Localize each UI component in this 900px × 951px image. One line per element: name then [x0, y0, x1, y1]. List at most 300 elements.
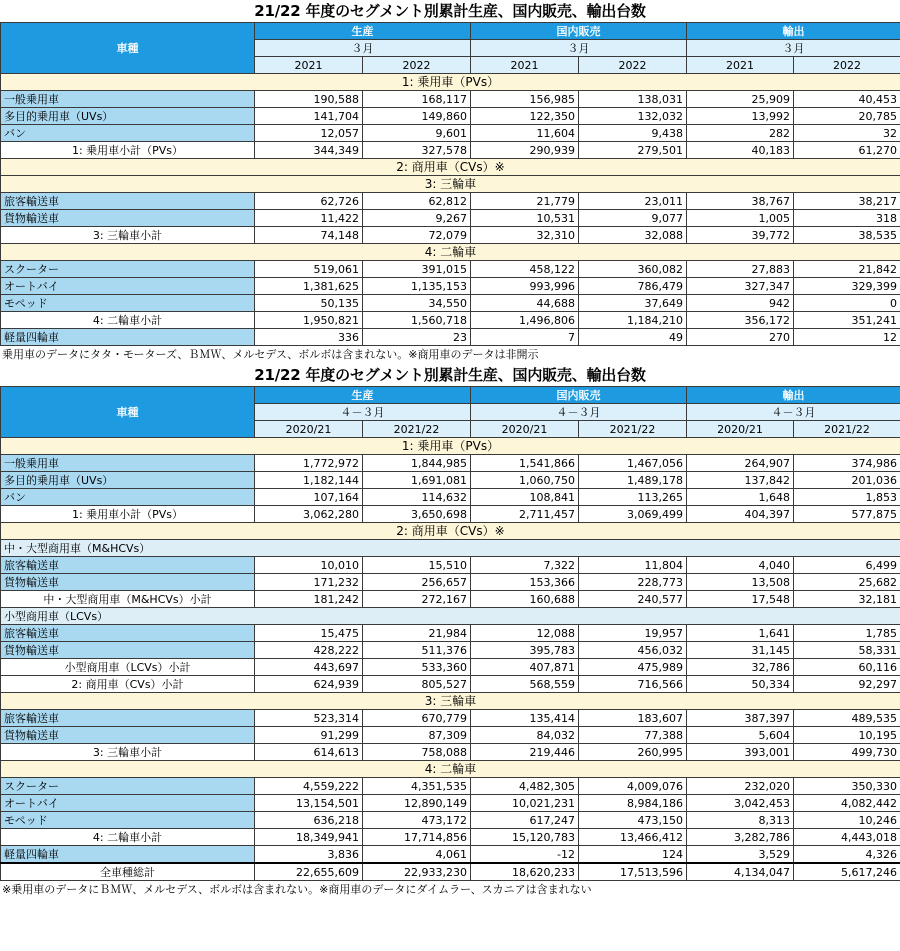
value-cell: 1,184,210 [579, 312, 687, 329]
value-cell: 1,060,750 [471, 472, 579, 489]
table2-footnote: ※乗用車のデータにＢＭＷ、メルセデス、ボルボは含まれない。※商用車のデータにダイムラー、スカニアは含まれない [2, 883, 592, 896]
value-cell: 23 [363, 329, 471, 346]
row-label: スクーター [1, 261, 255, 278]
value-cell: 137,842 [687, 472, 794, 489]
table-row [1, 278, 900, 295]
table-row [1, 727, 900, 744]
value-cell: 50,334 [687, 676, 794, 693]
value-cell: 228,773 [579, 574, 687, 591]
value-cell: 407,871 [471, 659, 579, 676]
value-cell: 6,499 [794, 557, 900, 574]
value-cell: 624,939 [255, 676, 363, 693]
row-label: 4: 二輪車小計 [1, 312, 255, 329]
value-cell: 92,297 [794, 676, 900, 693]
table2-year-header: 2020/21 [687, 421, 794, 438]
value-cell: 13,508 [687, 574, 794, 591]
row-label: 多目的乗用車（UVs） [1, 108, 255, 125]
value-cell: 40,453 [794, 91, 900, 108]
section-header-row [1, 438, 900, 455]
table-row [1, 557, 900, 574]
value-cell: 38,535 [794, 227, 900, 244]
value-cell: 34,550 [363, 295, 471, 312]
row-label: 旅客輸送車 [1, 557, 255, 574]
subtotal-row [1, 829, 900, 846]
table2-body [1, 438, 900, 881]
value-cell: 577,875 [794, 506, 900, 523]
value-cell: 12 [794, 329, 900, 346]
value-cell: 25,682 [794, 574, 900, 591]
value-cell: 61,270 [794, 142, 900, 159]
value-cell: 3,069,499 [579, 506, 687, 523]
value-cell: 391,015 [363, 261, 471, 278]
value-cell: 15,475 [255, 625, 363, 642]
value-cell: 942 [687, 295, 794, 312]
value-cell: 62,726 [255, 193, 363, 210]
value-cell: 13,466,412 [579, 829, 687, 846]
row-label: 貨物輸送車 [1, 574, 255, 591]
value-cell: 533,360 [363, 659, 471, 676]
section-header-row [1, 523, 900, 540]
row-label: 旅客輸送車 [1, 193, 255, 210]
table-row [1, 812, 900, 829]
value-cell: 395,783 [471, 642, 579, 659]
value-cell: 38,767 [687, 193, 794, 210]
group-header-row [1, 608, 900, 625]
table1-year-header: 2022 [363, 57, 471, 74]
table1-year-header: 2021 [255, 57, 363, 74]
value-cell: 18,620,233 [471, 863, 579, 881]
row-label: モペッド [1, 812, 255, 829]
value-cell: 44,688 [471, 295, 579, 312]
value-cell: 290,939 [471, 142, 579, 159]
value-cell: 4,482,305 [471, 778, 579, 795]
value-cell: 32,088 [579, 227, 687, 244]
table2 [0, 386, 900, 881]
value-cell: 10,021,231 [471, 795, 579, 812]
row-label: 一般乗用車 [1, 91, 255, 108]
value-cell: 523,314 [255, 710, 363, 727]
value-cell: 10,531 [471, 210, 579, 227]
value-cell: 327,347 [687, 278, 794, 295]
value-cell: 279,501 [579, 142, 687, 159]
value-cell: 360,082 [579, 261, 687, 278]
value-cell: 190,588 [255, 91, 363, 108]
value-cell: 32,181 [794, 591, 900, 608]
value-cell: 21,779 [471, 193, 579, 210]
value-cell: 181,242 [255, 591, 363, 608]
subtotal-row [1, 142, 900, 159]
section-header-row [1, 244, 900, 261]
value-cell: 141,704 [255, 108, 363, 125]
value-cell: 387,397 [687, 710, 794, 727]
value-cell: 3,282,786 [687, 829, 794, 846]
value-cell: 27,883 [687, 261, 794, 278]
table-row [1, 125, 900, 142]
section-label: 4: 二輪車 [1, 244, 900, 261]
table1-year-header: 2021 [687, 57, 794, 74]
value-cell: -12 [471, 846, 579, 864]
table2-year-header: 2020/21 [471, 421, 579, 438]
value-cell: 4,134,047 [687, 863, 794, 881]
table-row [1, 795, 900, 812]
row-label: 1: 乗用車小計（PVs） [1, 142, 255, 159]
table2-year-header: 2020/21 [255, 421, 363, 438]
value-cell: 107,164 [255, 489, 363, 506]
table2-corner: 車種 [1, 387, 255, 438]
subtotal-row [1, 659, 900, 676]
value-cell: 617,247 [471, 812, 579, 829]
table1-body [1, 74, 900, 346]
table2-group-exports: 輸出 [687, 387, 900, 404]
value-cell: 1,182,144 [255, 472, 363, 489]
value-cell: 4,559,222 [255, 778, 363, 795]
value-cell: 356,172 [687, 312, 794, 329]
value-cell: 15,120,783 [471, 829, 579, 846]
table1-period-production: ３月 [255, 40, 471, 57]
value-cell: 4,009,076 [579, 778, 687, 795]
value-cell: 4,326 [794, 846, 900, 864]
value-cell: 12,057 [255, 125, 363, 142]
value-cell: 456,032 [579, 642, 687, 659]
value-cell: 499,730 [794, 744, 900, 761]
table-row [1, 489, 900, 506]
table-row [1, 574, 900, 591]
value-cell: 9,438 [579, 125, 687, 142]
value-cell: 32,310 [471, 227, 579, 244]
value-cell: 91,299 [255, 727, 363, 744]
value-cell: 32 [794, 125, 900, 142]
value-cell: 993,996 [471, 278, 579, 295]
value-cell: 21,984 [363, 625, 471, 642]
value-cell: 31,145 [687, 642, 794, 659]
table1-year-header: 2022 [579, 57, 687, 74]
value-cell: 11,604 [471, 125, 579, 142]
value-cell: 58,331 [794, 642, 900, 659]
value-cell: 1,467,056 [579, 455, 687, 472]
value-cell: 8,313 [687, 812, 794, 829]
value-cell: 20,785 [794, 108, 900, 125]
value-cell: 17,714,856 [363, 829, 471, 846]
table-row [1, 193, 900, 210]
section-header-row [1, 693, 900, 710]
value-cell: 805,527 [363, 676, 471, 693]
table1 [0, 22, 900, 346]
row-label: 一般乗用車 [1, 455, 255, 472]
value-cell: 716,566 [579, 676, 687, 693]
value-cell: 1,560,718 [363, 312, 471, 329]
value-cell: 350,330 [794, 778, 900, 795]
group-header-row [1, 540, 900, 557]
table1-period-domestic-sales: ３月 [471, 40, 687, 57]
subtotal-row [1, 506, 900, 523]
section-label: 1: 乗用車（PVs） [1, 438, 900, 455]
value-cell: 25,909 [687, 91, 794, 108]
row-label: モペッド [1, 295, 255, 312]
value-cell: 473,172 [363, 812, 471, 829]
table1-year-header: 2021 [471, 57, 579, 74]
value-cell: 3,529 [687, 846, 794, 864]
value-cell: 183,607 [579, 710, 687, 727]
value-cell: 1,772,972 [255, 455, 363, 472]
value-cell: 124 [579, 846, 687, 864]
value-cell: 614,613 [255, 744, 363, 761]
value-cell: 2,711,457 [471, 506, 579, 523]
table-row [1, 261, 900, 278]
value-cell: 351,241 [794, 312, 900, 329]
value-cell: 132,032 [579, 108, 687, 125]
value-cell: 10,010 [255, 557, 363, 574]
row-label: バン [1, 125, 255, 142]
row-label: スクーター [1, 778, 255, 795]
value-cell: 50,135 [255, 295, 363, 312]
value-cell: 318 [794, 210, 900, 227]
table-row [1, 108, 900, 125]
value-cell: 458,122 [471, 261, 579, 278]
table1-group-production: 生産 [255, 23, 471, 40]
value-cell: 1,381,625 [255, 278, 363, 295]
value-cell: 87,309 [363, 727, 471, 744]
value-cell: 13,992 [687, 108, 794, 125]
row-label: 3: 三輪車小計 [1, 744, 255, 761]
value-cell: 282 [687, 125, 794, 142]
table2-year-header: 2021/22 [579, 421, 687, 438]
value-cell: 19,957 [579, 625, 687, 642]
value-cell: 786,479 [579, 278, 687, 295]
value-cell: 473,150 [579, 812, 687, 829]
value-cell: 475,989 [579, 659, 687, 676]
section-header-row [1, 761, 900, 778]
value-cell: 232,020 [687, 778, 794, 795]
table2-period-domestic-sales: ４－３月 [471, 404, 687, 421]
value-cell: 12,890,149 [363, 795, 471, 812]
table1-title: 21/22 年度のセグメント別累計生産、国内販売、輸出台数 [254, 2, 646, 20]
value-cell: 344,349 [255, 142, 363, 159]
value-cell: 568,559 [471, 676, 579, 693]
value-cell: 3,042,453 [687, 795, 794, 812]
row-label: 1: 乗用車小計（PVs） [1, 506, 255, 523]
value-cell: 240,577 [579, 591, 687, 608]
value-cell: 108,841 [471, 489, 579, 506]
section-label: 3: 三輪車 [1, 176, 900, 193]
table-row [1, 846, 900, 864]
group-label: 小型商用車（LCVs） [1, 608, 900, 625]
value-cell: 264,907 [687, 455, 794, 472]
table1-group-exports: 輸出 [687, 23, 900, 40]
value-cell: 11,422 [255, 210, 363, 227]
section-header-row [1, 176, 900, 193]
group-label: 中・大型商用車（M&HCVs） [1, 540, 900, 557]
table2-year-header: 2021/22 [794, 421, 900, 438]
value-cell: 443,697 [255, 659, 363, 676]
row-label: 貨物輸送車 [1, 727, 255, 744]
value-cell: 9,077 [579, 210, 687, 227]
value-cell: 168,117 [363, 91, 471, 108]
value-cell: 374,986 [794, 455, 900, 472]
row-label: バン [1, 489, 255, 506]
table2-title: 21/22 年度のセグメント別累計生産、国内販売、輸出台数 [254, 366, 646, 384]
subtotal-row [1, 591, 900, 608]
value-cell: 153,366 [471, 574, 579, 591]
value-cell: 60,116 [794, 659, 900, 676]
value-cell: 12,088 [471, 625, 579, 642]
value-cell: 49 [579, 329, 687, 346]
table-row [1, 455, 900, 472]
value-cell: 9,601 [363, 125, 471, 142]
value-cell: 256,657 [363, 574, 471, 591]
subtotal-row [1, 227, 900, 244]
value-cell: 160,688 [471, 591, 579, 608]
table-row [1, 642, 900, 659]
value-cell: 10,246 [794, 812, 900, 829]
table2-group-domestic-sales: 国内販売 [471, 387, 687, 404]
table1-footnote: 乗用車のデータにタタ・モーターズ、ＢＭＷ、メルセデス、ボルボは含まれない。※商用車のデータは非開示 [2, 348, 539, 361]
value-cell: 122,350 [471, 108, 579, 125]
value-cell: 149,860 [363, 108, 471, 125]
value-cell: 22,933,230 [363, 863, 471, 881]
value-cell: 4,351,535 [363, 778, 471, 795]
value-cell: 1,691,081 [363, 472, 471, 489]
value-cell: 8,984,186 [579, 795, 687, 812]
value-cell: 1,489,178 [579, 472, 687, 489]
value-cell: 17,548 [687, 591, 794, 608]
value-cell: 1,844,985 [363, 455, 471, 472]
value-cell: 4,443,018 [794, 829, 900, 846]
value-cell: 201,036 [794, 472, 900, 489]
value-cell: 37,649 [579, 295, 687, 312]
value-cell: 135,414 [471, 710, 579, 727]
value-cell: 9,267 [363, 210, 471, 227]
section-label: 2: 商用車（CVs）※ [1, 159, 900, 176]
value-cell: 329,399 [794, 278, 900, 295]
table-row [1, 625, 900, 642]
value-cell: 519,061 [255, 261, 363, 278]
row-label: 貨物輸送車 [1, 210, 255, 227]
value-cell: 758,088 [363, 744, 471, 761]
row-label: 旅客輸送車 [1, 710, 255, 727]
table1-period-exports: ３月 [687, 40, 900, 57]
value-cell: 7,322 [471, 557, 579, 574]
row-label: オートバイ [1, 795, 255, 812]
value-cell: 489,535 [794, 710, 900, 727]
value-cell: 260,995 [579, 744, 687, 761]
table-row [1, 91, 900, 108]
value-cell: 77,388 [579, 727, 687, 744]
value-cell: 32,786 [687, 659, 794, 676]
section-label: 2: 商用車（CVs）※ [1, 523, 900, 540]
row-label: 旅客輸送車 [1, 625, 255, 642]
table2-group-production: 生産 [255, 387, 471, 404]
value-cell: 4,040 [687, 557, 794, 574]
value-cell: 3,650,698 [363, 506, 471, 523]
value-cell: 636,218 [255, 812, 363, 829]
value-cell: 40,183 [687, 142, 794, 159]
table-row [1, 778, 900, 795]
value-cell: 38,217 [794, 193, 900, 210]
value-cell: 11,804 [579, 557, 687, 574]
row-label: 全車種総計 [1, 863, 255, 881]
value-cell: 1,541,866 [471, 455, 579, 472]
row-label: 多目的乗用車（UVs） [1, 472, 255, 489]
row-label: 軽量四輪車 [1, 329, 255, 346]
value-cell: 4,061 [363, 846, 471, 864]
row-label: 3: 三輪車小計 [1, 227, 255, 244]
value-cell: 15,510 [363, 557, 471, 574]
table1-corner: 車種 [1, 23, 255, 74]
row-label: オートバイ [1, 278, 255, 295]
table-row [1, 329, 900, 346]
table1-group-domestic-sales: 国内販売 [471, 23, 687, 40]
value-cell: 5,604 [687, 727, 794, 744]
value-cell: 670,779 [363, 710, 471, 727]
value-cell: 39,772 [687, 227, 794, 244]
value-cell: 114,632 [363, 489, 471, 506]
value-cell: 393,001 [687, 744, 794, 761]
value-cell: 84,032 [471, 727, 579, 744]
table-row [1, 210, 900, 227]
row-label: 貨物輸送車 [1, 642, 255, 659]
value-cell: 3,062,280 [255, 506, 363, 523]
value-cell: 1,135,153 [363, 278, 471, 295]
table-row [1, 710, 900, 727]
value-cell: 404,397 [687, 506, 794, 523]
value-cell: 327,578 [363, 142, 471, 159]
value-cell: 13,154,501 [255, 795, 363, 812]
table2-period-production: ４－３月 [255, 404, 471, 421]
row-label: 中・大型商用車（M&HCVs）小計 [1, 591, 255, 608]
section-header-row [1, 159, 900, 176]
value-cell: 62,812 [363, 193, 471, 210]
value-cell: 3,836 [255, 846, 363, 864]
value-cell: 270 [687, 329, 794, 346]
value-cell: 21,842 [794, 261, 900, 278]
value-cell: 156,985 [471, 91, 579, 108]
subtotal-row [1, 312, 900, 329]
value-cell: 428,222 [255, 642, 363, 659]
row-label: 軽量四輪車 [1, 846, 255, 864]
value-cell: 511,376 [363, 642, 471, 659]
value-cell: 138,031 [579, 91, 687, 108]
value-cell: 5,617,246 [794, 863, 900, 881]
table-row [1, 472, 900, 489]
row-label: 小型商用車（LCVs）小計 [1, 659, 255, 676]
section-label: 4: 二輪車 [1, 761, 900, 778]
value-cell: 1,853 [794, 489, 900, 506]
section-header-row [1, 74, 900, 91]
value-cell: 17,513,596 [579, 863, 687, 881]
value-cell: 336 [255, 329, 363, 346]
table1-year-header: 2022 [794, 57, 900, 74]
value-cell: 18,349,941 [255, 829, 363, 846]
value-cell: 1,005 [687, 210, 794, 227]
value-cell: 72,079 [363, 227, 471, 244]
section-label: 3: 三輪車 [1, 693, 900, 710]
value-cell: 23,011 [579, 193, 687, 210]
value-cell: 7 [471, 329, 579, 346]
value-cell: 10,195 [794, 727, 900, 744]
value-cell: 22,655,609 [255, 863, 363, 881]
row-label: 4: 二輪車小計 [1, 829, 255, 846]
value-cell: 1,496,806 [471, 312, 579, 329]
value-cell: 272,167 [363, 591, 471, 608]
value-cell: 219,446 [471, 744, 579, 761]
value-cell: 74,148 [255, 227, 363, 244]
value-cell: 1,950,821 [255, 312, 363, 329]
table2-period-exports: ４－３月 [687, 404, 900, 421]
table2-year-header: 2021/22 [363, 421, 471, 438]
value-cell: 1,785 [794, 625, 900, 642]
section-label: 1: 乗用車（PVs） [1, 74, 900, 91]
value-cell: 1,648 [687, 489, 794, 506]
